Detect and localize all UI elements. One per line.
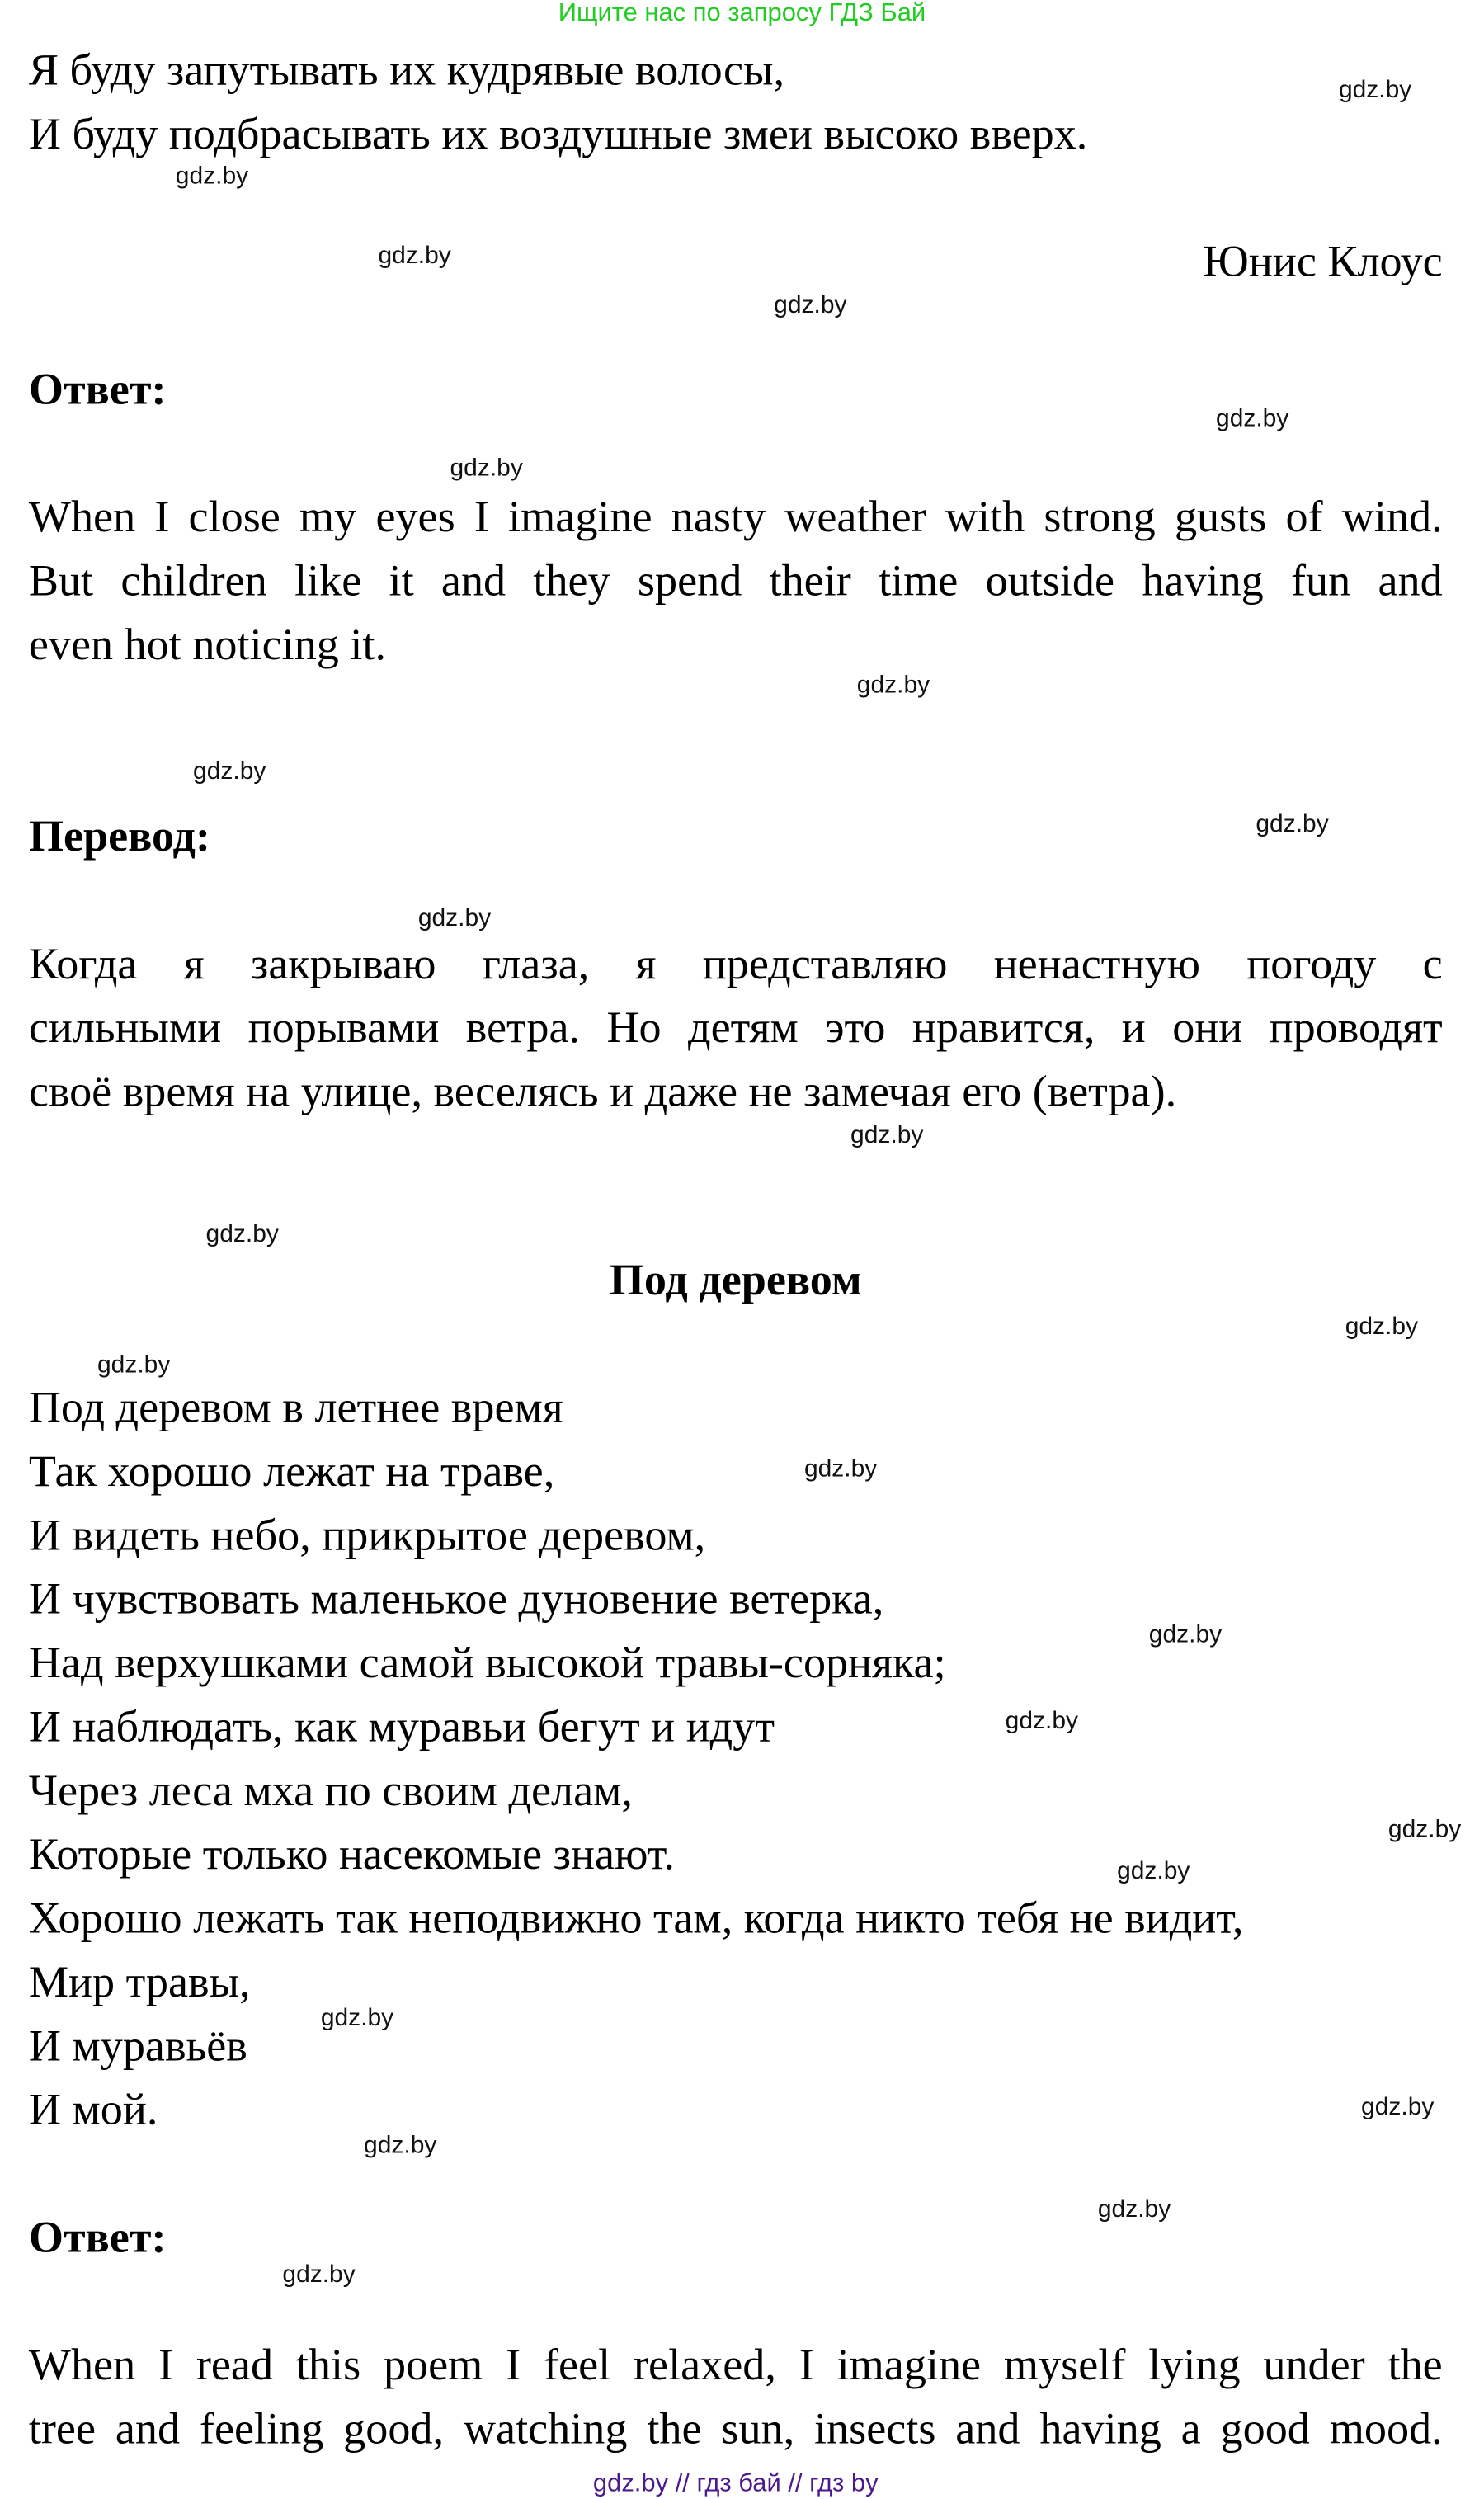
footer-links[interactable]: gdz.by // гдз бай // гдз by [592, 2470, 879, 2498]
watermark: gdz.by [1361, 2093, 1435, 2121]
poem-line: И видеть небо, прикрытое деревом, [28, 1511, 706, 1561]
poem-line: И чувствовать маленькое дуновение ветерка, [28, 1575, 884, 1625]
answer-line: even hot noticing it. [28, 620, 387, 671]
watermark: gdz.by [1117, 1857, 1190, 1885]
translation-line: Когда я закрываю глаза, я представляю ненастную погоду с [28, 940, 1443, 990]
poem-line: Так хорошо лежат на траве, [28, 1447, 555, 1497]
watermark: gdz.by [1148, 1621, 1223, 1649]
watermark: gdz.by [97, 1351, 171, 1379]
watermark: gdz.by [320, 2004, 394, 2032]
watermark: gdz.by [450, 455, 523, 483]
poem-line: Через леса мха по своим делам, [28, 1766, 633, 1817]
watermark: gdz.by [1005, 1707, 1079, 1735]
answer-line: When I close my eyes I imagine nasty weather with strong gusts of wind. [28, 493, 1443, 543]
watermark: gdz.by [1097, 2195, 1171, 2223]
answer-line: But children like it and they spend their time outside having fun and [28, 557, 1443, 607]
translation-line: сильными порывами ветра. Но детям это нравится, и они проводят [28, 1003, 1443, 1054]
poem-line: Я буду запутывать их кудрявые волосы, [28, 46, 785, 97]
watermark: gdz.by [1387, 1816, 1462, 1844]
watermark: gdz.by [364, 2132, 437, 2160]
poem-line: И наблюдать, как муравьи бегут и идут [28, 1703, 775, 1752]
poem-line: И муравьёв [28, 2021, 247, 2072]
watermark: gdz.by [205, 1220, 279, 1248]
answer-line: When I read this poem I feel relaxed, I imagine myself lying under the [28, 2341, 1443, 2391]
watermark: gdz.by [417, 904, 492, 932]
watermark: gdz.by [1216, 405, 1289, 433]
watermark: gdz.by [1338, 76, 1412, 104]
watermark: gdz.by [856, 672, 930, 700]
watermark: gdz.by [193, 757, 266, 785]
watermark: gdz.by [850, 1121, 924, 1149]
watermark: gdz.by [378, 243, 451, 270]
watermark: gdz.by [175, 163, 249, 191]
header-banner[interactable]: Ищите нас по запросу ГДЗ Бай [558, 0, 926, 27]
translation-heading: Перевод: [28, 812, 211, 862]
poem-line: Которые только насекомые знают. [28, 1830, 675, 1880]
poem-line: И мой. [28, 2086, 158, 2136]
watermark: gdz.by [1256, 810, 1329, 838]
poem-author: Юнис Клоус [1203, 238, 1443, 288]
poem-line: Под деревом в летнее время [28, 1384, 563, 1434]
poem-line: Мир травы, [28, 1958, 251, 2008]
watermark: gdz.by [282, 2261, 356, 2289]
translation-line: своё время на улице, веселясь и даже не замечая его (ветра). [28, 1068, 1177, 1118]
answer-heading: Ответ: [28, 2214, 167, 2263]
watermark: gdz.by [774, 291, 847, 319]
poem-line: И буду подбрасывать их воздушные змеи высоко вверх. [28, 110, 1088, 160]
answer-heading: Ответ: [28, 365, 167, 415]
poem-title: Под деревом [609, 1256, 862, 1306]
watermark: gdz.by [803, 1455, 878, 1483]
poem-line: Над верхушками самой высокой травы-сорняка; [28, 1638, 946, 1689]
answer-line: tree and feeling good, watching the sun, insects and having a good mood. [28, 2405, 1443, 2455]
poem-line: Хорошо лежать так неподвижно там, когда никто тебя не видит, [28, 1894, 1244, 1945]
watermark: gdz.by [1345, 1313, 1419, 1341]
